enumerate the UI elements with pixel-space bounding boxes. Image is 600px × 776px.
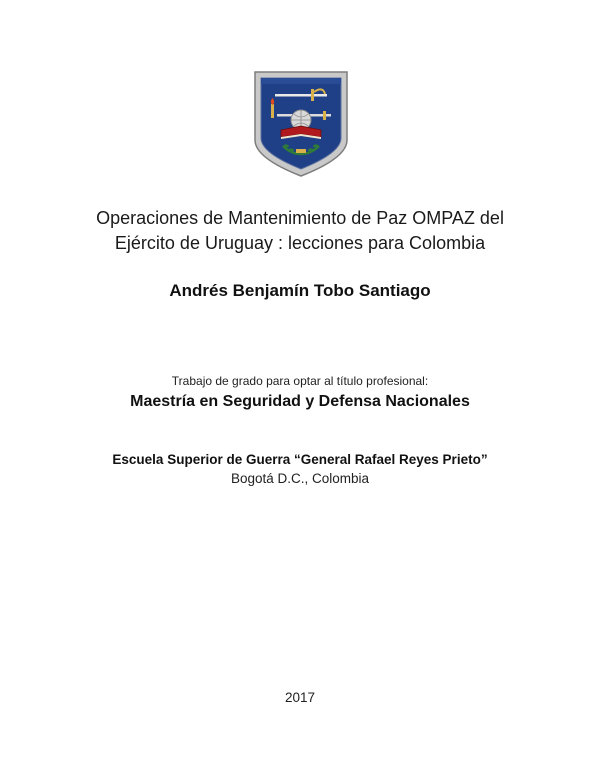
thesis-title-line-1: Operaciones de Mantenimiento de Paz OMPAZ del — [96, 208, 504, 228]
school-crest-icon — [253, 70, 349, 178]
thesis-title — [40, 206, 560, 256]
school-name: Escuela Superior de Guerra “General Rafael Reyes Prieto” — [112, 452, 488, 467]
author-name: Andrés Benjamín Tobo Santiago — [169, 281, 431, 300]
publication-year: 2017 — [284, 690, 316, 705]
degree-intro: Trabajo de grado para optar al título profesional: — [171, 374, 429, 388]
degree-name: Maestría en Seguridad y Defensa Nacionales — [130, 393, 470, 410]
city-location: Bogotá D.C., Colombia — [230, 471, 370, 486]
thesis-title-line-2: Ejército de Uruguay : lecciones para Colombia — [114, 233, 486, 253]
